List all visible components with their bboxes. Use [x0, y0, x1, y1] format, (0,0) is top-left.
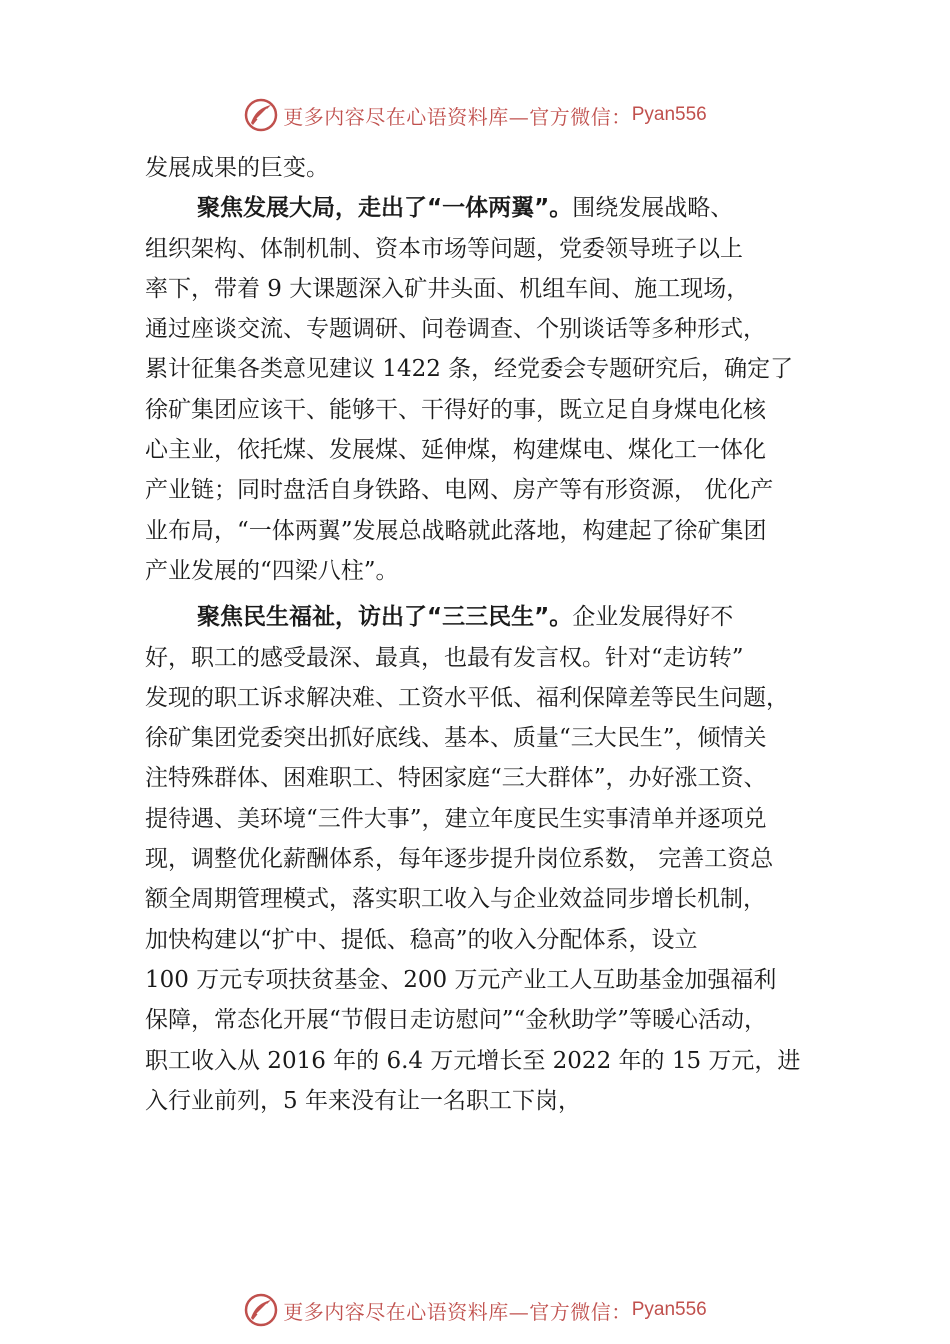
- text-line: 业布局，“一体两翼”发展总战略就此落地，构建起了徐矿集团: [145, 517, 767, 544]
- text-line: 徐矿集团党委突出抓好底线、基本、质量“三大民生”，倾情关: [145, 725, 767, 752]
- header-banner: [0, 95, 950, 135]
- text-line: 徐矿集团应该干、能够干、干得好的事，既立足自身煤电化核: [145, 396, 766, 423]
- logo-icon: [243, 1292, 279, 1328]
- banner-text: 更多内容尽在心语资料库—官方微信：: [283, 104, 632, 129]
- banner-wechat-id: Pyan556: [631, 104, 707, 125]
- text-line: 保障，常态化开展“节假日走访慰问”“金秋助学”等暖心活动，: [145, 1007, 768, 1034]
- text-line: 提待遇、美环境“三件大事”，建立年度民生实事清单并逐项兑: [145, 805, 767, 832]
- text-line: 职工收入从 2016 年的 6.4 万元增长至 2022 年的 15 万元，进: [145, 1047, 801, 1074]
- banner-text: 更多内容尽在心语资料库—官方微信：: [283, 1299, 632, 1324]
- text-line: 额全周期管理模式，落实职工收入与企业效益同步增长机制，: [145, 886, 766, 913]
- text-line: 注特殊群体、困难职工、特困家庭“三大群体”，办好涨工资、: [145, 765, 767, 792]
- logo-icon: [243, 97, 279, 133]
- text-line: 发展成果的巨变。: [145, 155, 329, 181]
- text-run: 围绕发展战略、: [572, 195, 734, 222]
- text-line: 发现的职工诉求解决难、工资水平低、福利保障差等民生问题，: [145, 684, 789, 711]
- text-line: 好，职工的感受最深、最真，也最有发言权。针对“走访转”: [145, 644, 744, 671]
- text-line: 组织架构、体制机制、资本市场等问题，党委领导班子以上: [145, 235, 743, 262]
- paragraph-heading: 聚焦民生福祉，访出了“三三民生”。: [197, 604, 573, 631]
- paragraph-first-line: [145, 597, 825, 637]
- paragraph-first-line: [145, 188, 825, 228]
- text-line: 率下，带着 9 大课题深入矿井头面、机组车间、施工现场，: [145, 275, 750, 302]
- text-line: 心主业，依托煤、发展煤、延伸煤，构建煤电、煤化工一体化: [145, 437, 766, 464]
- text-line: 入行业前列，5 年来没有让一名职工下岗，: [145, 1087, 581, 1114]
- text-line: 现，调整优化薪酬体系，每年逐步提升岗位系数， 完善工资总: [145, 846, 774, 873]
- text-line: 通过座谈交流、专题调研、问卷调查、个别谈话等多种形式，: [145, 316, 766, 343]
- text-line: 加快构建以“扩中、提低、稳高”的收入分配体系，设立: [145, 926, 698, 953]
- text-line: 产业链；同时盘活自身铁路、电网、房产等有形资源， 优化产: [145, 477, 774, 504]
- text-run: 企业发展得好不: [572, 604, 734, 631]
- text-line: 累计征集各类意见建议 1422 条，经党委会专题研究后，确定了: [145, 356, 794, 383]
- paragraph-heading: 聚焦发展大局，走出了“一体两翼”。: [197, 195, 573, 222]
- text-line: 产业发展的“四梁八柱”。: [145, 557, 399, 584]
- footer-banner: [0, 1290, 950, 1330]
- document-body: [145, 148, 825, 1121]
- text-line: 100 万元专项扶贫基金、200 万元产业工人互助基金加强福利: [145, 966, 777, 993]
- banner-wechat-id: Pyan556: [631, 1299, 707, 1320]
